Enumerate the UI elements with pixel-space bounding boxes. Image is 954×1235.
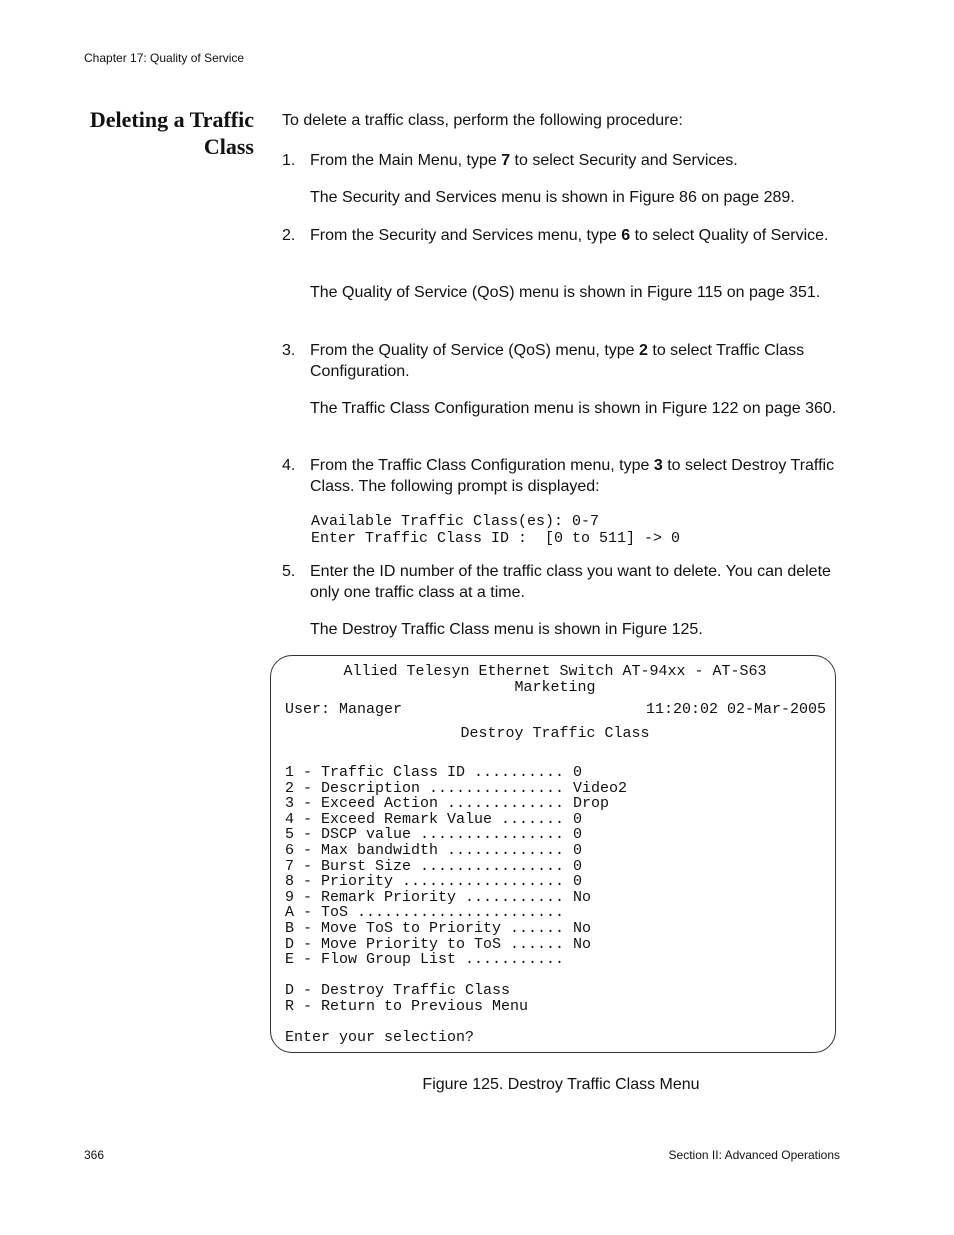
running-footer: Section II: Advanced Operations (668, 1148, 840, 1162)
menu-item: A - ToS ....................... (285, 904, 565, 922)
section-title: Deleting a Traffic Class (89, 107, 254, 159)
screen-prompt: Enter your selection? (285, 1029, 475, 1046)
menu-item: 9 - Remark Priority ........... No (285, 888, 592, 906)
menu-item: E - Flow Group List ........... (285, 951, 565, 969)
step-number: 5. (282, 563, 296, 580)
screen-menu-title: Destroy Traffic Class (460, 725, 650, 742)
menu-item: 8 - Priority .................. 0 (285, 873, 583, 891)
screen-user: User: Manager (285, 701, 403, 718)
screen-title-line-2: Marketing (514, 679, 596, 696)
menu-item: 7 - Burst Size ................ 0 (285, 857, 583, 875)
prompt-line-2: Enter Traffic Class ID : [0 to 511] -> 0 (311, 530, 681, 547)
step-2-note: The Quality of Service (QoS) menu is shown in Figure 115 on page 351. (310, 284, 821, 301)
step-5-note: The Destroy Traffic Class menu is shown in Figure 125. (310, 621, 703, 638)
step-text: From the Security and Services menu, type 6 to select Quality of Service. (310, 227, 829, 244)
step-number: 3. (282, 342, 296, 359)
menu-item: 3 - Exceed Action ............. Drop (285, 795, 610, 813)
prompt-line-1: Available Traffic Class(es): 0-7 (311, 513, 600, 530)
menu-item: 5 - DSCP value ................ 0 (285, 826, 583, 844)
step-number: 1. (282, 152, 296, 169)
figure-caption: Figure 125. Destroy Traffic Class Menu (422, 1076, 700, 1093)
menu-item: 6 - Max bandwidth ............. 0 (285, 841, 583, 859)
menu-item: 1 - Traffic Class ID .......... 0 (285, 764, 583, 781)
menu-item: B - Move ToS to Priority ...... No (285, 919, 592, 937)
screen-datetime: 11:20:02 02-Mar-2005 (645, 701, 826, 718)
step-text: From the Quality of Service (QoS) menu, type 2 to select Traffic Class Configuration. (310, 342, 805, 380)
menu-item: 2 - Description ............... Video2 (285, 779, 628, 797)
screen-menu-items (285, 765, 627, 968)
page-number: 366 (84, 1148, 105, 1162)
running-header: Chapter 17: Quality of Service (84, 51, 245, 65)
step-text: From the Main Menu, type 7 to select Security and Services. (310, 152, 738, 169)
step-number: 4. (282, 457, 296, 474)
step-text: Enter the ID number of the traffic class you want to delete. You can delete only one traffic class at a time. (310, 563, 831, 601)
step-3-note: The Traffic Class Configuration menu is shown in Figure 122 on page 360. (310, 400, 837, 417)
menu-action: R - Return to Previous Menu (285, 997, 529, 1015)
step-text: From the Traffic Class Configuration menu, type 3 to select Destroy Traffic Class. The following prompt is displayed: (310, 457, 835, 495)
menu-action: D - Destroy Traffic Class (285, 982, 511, 999)
screen-actions (285, 983, 528, 1014)
screen-title-line-1: Allied Telesyn Ethernet Switch AT-94xx - AT-S63 (343, 663, 767, 680)
prompt-code (311, 513, 680, 547)
intro-paragraph: To delete a traffic class, perform the following procedure: (282, 112, 683, 129)
menu-item: 4 - Exceed Remark Value ....... 0 (285, 810, 583, 828)
step-1-note: The Security and Services menu is shown in Figure 86 on page 289. (310, 189, 795, 206)
step-number: 2. (282, 227, 296, 244)
menu-item: D - Move Priority to ToS ...... No (285, 935, 592, 953)
